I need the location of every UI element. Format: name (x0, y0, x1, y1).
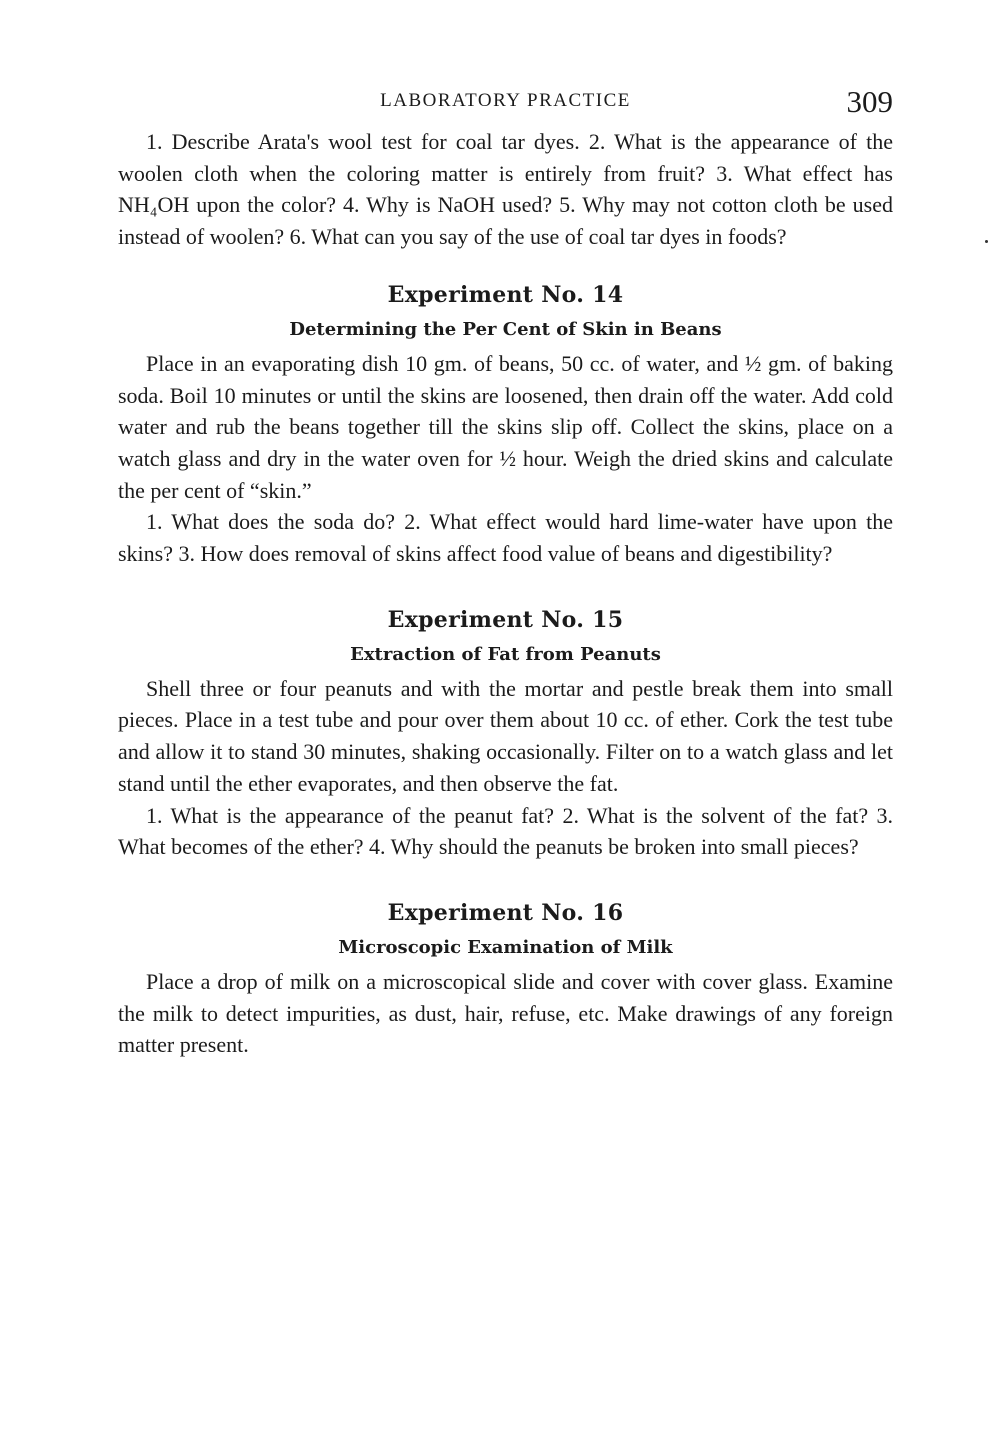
experiment-title: Determining the Per Cent of Skin in Beans (289, 318, 722, 340)
experiment-procedure: Place a drop of milk on a microscopical slide and cover with cover glass. Examine the milk to detect impurities, as dust, hair, refuse, etc. Make drawings of any foreign matter present. (118, 968, 893, 1058)
page-number: 309 (846, 84, 893, 119)
experiment-number: Experiment No. 15 (387, 606, 624, 633)
experiment-questions: 1. What does the soda do? 2. What effect would hard lime-water have upon the skins? 3. How does removal of skins affect food value of beans and digestibility? (118, 509, 893, 567)
experiment-questions: 1. What is the appearance of the peanut fat? 2. What is the solvent of the fat? 3. What becomes of the ether? 4. Why should the peanuts be broken into small pieces? (118, 802, 893, 860)
experiment-16 (118, 900, 893, 1061)
experiment-title: Extraction of Fat from Peanuts (350, 643, 661, 665)
experiment-15 (118, 607, 893, 863)
experiment-procedure: Place in an evaporating dish 10 gm. of beans, 50 cc. of water, and ½ gm. of baking soda. Boil 10 minutes or until the skins are loosened, then drain off the water. Add cold water and rub the beans together till the skins slip off. Collect the skins, place on a watch glass and dry in the water oven for ½ hour. Weigh the dried skins and calculate the per cent of “skin.” (118, 350, 893, 503)
running-title: LABORATORY PRACTICE (380, 90, 631, 111)
experiment-procedure: Shell three or four peanuts and with the mortar and pestle break them into small pieces. Place in a test tube and pour over them about 10 cc. of ether. Cork the test tube and allow it to stand 30 minutes, shaking occasionally. Filter on to a watch glass and let stand until the ether evaporates, and then observe the fat. (118, 675, 893, 796)
experiment-14 (118, 282, 893, 570)
experiment-number: Experiment No. 14 (387, 281, 624, 308)
scan-speck (985, 240, 988, 243)
book-page (118, 86, 893, 1061)
running-head (118, 86, 893, 126)
experiment-number: Experiment No. 16 (387, 899, 624, 926)
questions-experiment-13: 1. Describe Arata's wool test for coal tar dyes. 2. What is the appearance of the woolen cloth when the coloring matter is entirely from fruit? 3. What effect has NH₄OH upon the color? 4. Why is NaOH used? 5. Why may not cotton cloth be used instead of woolen? 6. What can you say of the use of coal tar dyes in foods? (118, 129, 893, 250)
experiment-title: Microscopic Examination of Milk (338, 936, 673, 958)
